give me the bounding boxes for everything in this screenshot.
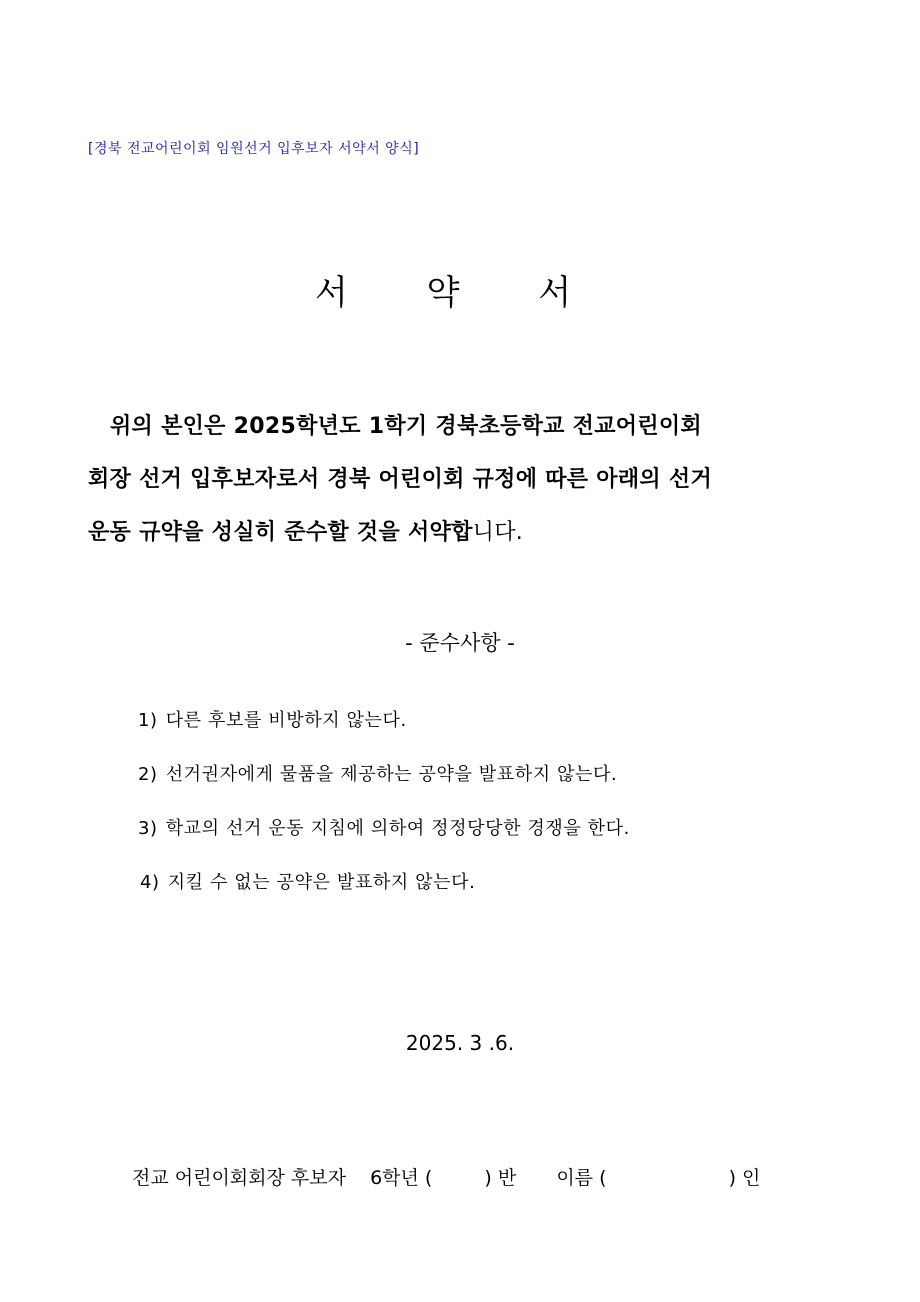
form-label: [경북 전교어린이회 임원선거 입후보자 서약서 양식]	[88, 141, 420, 157]
signature-role: 전교 어린이회회장 후보자	[132, 1167, 346, 1189]
pledge-line-3-tail: 니다.	[472, 520, 524, 545]
rule-number: 4)	[140, 872, 160, 893]
rule-text: 지킬 수 없는 공약은 발표하지 않는다.	[167, 872, 476, 893]
document-title: 서 약 서	[314, 272, 606, 313]
rule-number: 3)	[138, 818, 158, 839]
pledge-statement	[88, 400, 828, 559]
pledge-line-3-main: 운동 규약을 성실히 준수할 것을 서약합	[88, 520, 473, 545]
rules-list	[138, 704, 630, 920]
document-date: 2025. 3 .6.	[405, 1031, 515, 1055]
signature-name-prefix: 이름 (	[556, 1167, 607, 1189]
rule-number: 1)	[138, 710, 158, 731]
signature-class-suffix: ) 반	[484, 1167, 517, 1189]
rule-item-1	[138, 704, 630, 758]
pledge-line-1: 위의 본인은 2025학년도 1학기 경북초등학교 전교어린이회	[110, 414, 702, 439]
rule-item-4	[138, 866, 630, 920]
pledge-line-2: 회장 선거 입후보자로서 경북 어린이회 규정에 따른 아래의 선거	[88, 467, 713, 492]
rule-text: 다른 후보를 비방하지 않는다.	[165, 710, 407, 731]
pledge-line-3	[88, 506, 828, 559]
rule-text: 학교의 선거 운동 지침에 의하여 정정당당한 경쟁을 한다.	[165, 818, 630, 839]
rules-heading: - 준수사항 -	[405, 631, 515, 655]
signature-grade-prefix: 6학년 (	[370, 1167, 433, 1189]
signature-name-suffix: ) 인	[728, 1167, 761, 1189]
rule-item-2	[138, 758, 630, 812]
rule-item-3	[138, 812, 630, 866]
rule-number: 2)	[138, 764, 158, 785]
signature-line	[132, 1163, 760, 1190]
rule-text: 선거권자에게 물품을 제공하는 공약을 발표하지 않는다.	[165, 764, 618, 785]
